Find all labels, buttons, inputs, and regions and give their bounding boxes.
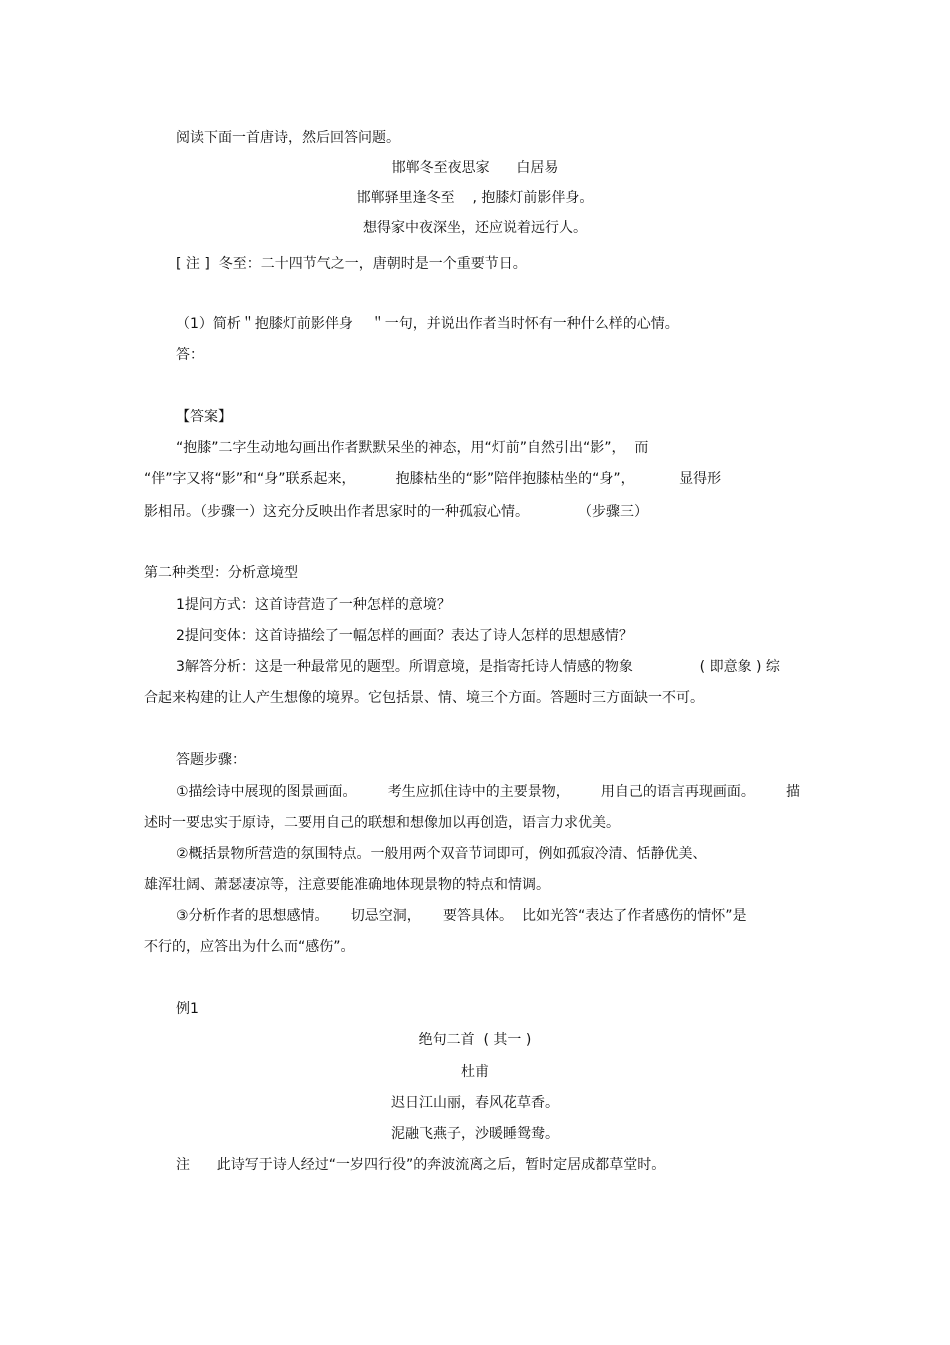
poem1-note: [ 注 ] 冬至：二十四节气之一，唐朝时是一个重要节日。 xyxy=(176,256,527,272)
example-poem-title: 绝句二首 ( 其一 ) xyxy=(418,1032,532,1048)
example-label: 例1 xyxy=(176,1001,199,1017)
answer-line-1: “抱膝”二字生动地勾画出作者默默呆坐的神态，用“灯前”自然引出“影”， 而 xyxy=(176,440,649,456)
step-3-line-1: ③分析作者的思想感情。 切忌空洞， 要答具体。 比如光答“表达了作者感伤的情怀”是 xyxy=(176,908,747,924)
section2-item-3-line-2: 合起来构建的让人产生想像的境界。它包括景、情、境三个方面。答题时三方面缺一不可。 xyxy=(144,690,704,706)
answer-line-3: 影相吊。（步骤一）这充分反映出作者思家时的一种孤寂心情。 （步骤三） xyxy=(144,504,648,520)
answer-prompt: 答： xyxy=(176,347,204,363)
example-note: 注 此诗写于诗人经过“一岁四行役”的奔波流离之后，暂时定居成都草堂时。 xyxy=(176,1157,666,1173)
step-2-line-2: 雄浑壮阔、萧瑟凄凉等，注意要能准确地体现景物的特点和情调。 xyxy=(144,877,550,893)
poem1-line-2: 想得家中夜深坐，还应说着远行人。 xyxy=(363,220,587,236)
step-3-line-2: 不行的，应答出为什么而“感伤”。 xyxy=(144,939,355,955)
question-1: （1）简析＂抱膝灯前影伴身 ＂一句，并说出作者当时怀有一种什么样的心情。 xyxy=(176,316,679,332)
intro-text: 阅读下面一首唐诗，然后回答问题。 xyxy=(176,130,400,146)
section2-item-3-line-1: 3解答分析：这是一种最常见的题型。所谓意境，是指寄托诗人情感的物象 ( 即意象 ) 综 xyxy=(176,659,780,675)
section2-heading: 第二种类型：分析意境型 xyxy=(144,565,298,581)
step-2-line-1: ②概括景物所营造的氛围特点。一般用两个双音节词即可，例如孤寂冷清、恬静优美、 xyxy=(176,846,707,862)
section2-item-1: 1提问方式：这首诗营造了一种怎样的意境？ xyxy=(176,597,451,613)
section2-item-2: 2提问变体：这首诗描绘了一幅怎样的画面？表达了诗人怎样的思想感情？ xyxy=(176,628,633,644)
steps-heading: 答题步骤： xyxy=(176,752,246,768)
answer-heading: 【答案】 xyxy=(176,409,232,425)
example-poem-author: 杜甫 xyxy=(461,1064,489,1080)
answer-line-2: “伴”字又将“影”和“身”联系起来， 抱膝枯坐的“影”陪伴抱膝枯坐的“身”， 显得形 xyxy=(144,471,722,487)
example-poem-line-1: 迟日江山丽，春风花草香。 xyxy=(391,1095,559,1111)
example-poem-line-2: 泥融飞燕子，沙暖睡鸳鸯。 xyxy=(391,1126,559,1142)
poem1-line-1: 邯郸驿里逢冬至 , 抱膝灯前影伴身。 xyxy=(356,190,594,206)
step-1-line-1: ①描绘诗中展现的图景画面。 考生应抓住诗中的主要景物， 用自己的语言再现画面。 描 xyxy=(176,784,801,800)
poem1-title-author: 邯郸冬至夜思家 白居易 xyxy=(391,160,559,176)
step-1-line-2: 述时一要忠实于原诗，二要用自己的联想和想像加以再创造，语言力求优美。 xyxy=(144,815,620,831)
